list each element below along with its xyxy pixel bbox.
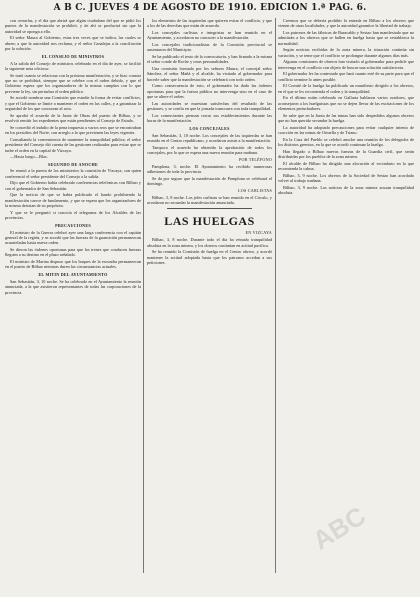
paragraph: Se ha publicado el texto de la convocatoria, y han firmado a la misma el señor conde de Roche y otras personalidades.: [147, 54, 272, 65]
paragraph: con cerrarlas, y el día que abrirá que algún ciudadano del que se pidió los puntos de la manifestación se prohibió, y de ahí se producirá sin que la autoridad se oponga a ello.: [5, 18, 141, 34]
paragraph: Que la noticia de que se había publicado el bando prohibiendo la manifestación carece de fundamento, y que se espera que los organizadores de la misma desistan de su propósito.: [5, 192, 141, 209]
paragraph: El ministro de la Guerra celebró ayer una larga conferencia con el capitán general de la región, y se acordó que las fuerzas de la guarnición permanezcan acuarteladas hasta nueva orden.: [5, 229, 141, 246]
paragraph: Algunas comisiones de obreros han visitado al gobernador para pedirle que intervenga en el conflicto con objeto de buscar una solución satisfactoria.: [278, 59, 414, 70]
paragraph: Se dieron las órdenes oportunas para que los trenes que conducen fuerzas lleguen a su destino en el plazo señalado.: [5, 247, 141, 258]
paragraph: Han llegado a Bilbao nuevas fuerzas de la Guardia civil, que serán distribuidas por los pueblos de la zona minera.: [278, 148, 414, 160]
paragraph: En la Casa del Pueblo se celebró anoche una reunión de los delegados de los distintos gremios, en la que se acordó continuar la huelga.: [278, 136, 414, 148]
paragraph: El señor Maura al Gobierno, estas tres veces que se indica, las cuales se abren; a que la autoridad nos reclama, y el señor Canalejas a la conciliación por la solución.: [5, 35, 141, 52]
paragraph: Se sabe que en la Junta de las minas han sido despedidos algunos obreros que no han querido secundar la huelga.: [278, 112, 414, 124]
section-heading: EL CONSEJO DE MINISTROS: [41, 53, 105, 59]
headline: LAS HUELGAS: [164, 213, 255, 228]
signature: —Hasta luego—Blas.: [10, 154, 48, 160]
paragraph: El alcalde de Bilbao ha dirigido una alocución al vecindario en la que recomienda la calma.: [278, 160, 414, 172]
section-heading: LOS CONCEJALES: [189, 125, 230, 131]
section-heading: EL MITIN DEL AYUNTAMIENTO: [38, 271, 108, 277]
paragraph: Los comerciantes piensan cerrar sus establecimientos durante las horas de la manifestación.: [147, 112, 272, 124]
column-2: [147, 18, 272, 573]
paragraph: El ministro de Marina dispuso que los buques de la escuadra permanezcan en el puerto de Bilbao mientras duren las circunstancias actuales.: [5, 259, 141, 270]
paragraph: los elementos de las izquierdas que quieren evitar el conflicto, y que a los de las derechas que están de acuerdo.: [147, 18, 272, 29]
column-1: [5, 18, 141, 573]
paragraph: Bilbao, 3, 9 noche. Los obreros de la Sociedad de Sestao han acordado volver al trabajo mañana.: [278, 172, 414, 184]
paragraph: Pamplona, 3, noche. El Ayuntamiento ha recibido numerosas adhesiones de toda la provincia.: [147, 163, 272, 175]
paragraph: Y que se le preguntó si conocía el telegrama de los Alcaldes de las provincias.: [5, 209, 141, 221]
paragraph: Se da por seguro que la manifestación de Pamplona se celebrará el domingo.: [147, 175, 272, 187]
paragraph: A la salida del Consejo de ministros celebrado en el día de ayer, se facilitó la siguiente nota oficiosa:: [5, 60, 141, 71]
paragraph: Se acordó nombrar una Comisión que estudie la forma de evitar conflictos, y que el Gobierno se limite a mantener el orden en las calles, y a garantizar la seguridad de los que concurran al acto.: [5, 95, 141, 112]
paragraph: Se aprobó el acuerdo de la Junta de Obras del puerto de Bilbao, y se resolvió remitir los expedientes que están pendientes al Consejo de Estado.: [5, 112, 141, 124]
section-heading: SEGUNDO DE ANOCHE: [48, 161, 98, 167]
watermark: ABC: [307, 500, 371, 556]
paragraph: Bilbao, 3, 8 noche. Los jefes carlistas se han reunido en el Círculo, y acordaron no secundar la manifestación anunciada.: [147, 194, 272, 206]
paragraph: San Sebastián, 3, 10 noche. Se ha celebrado en el Ayuntamiento la reunión anunciada, a la que asistieron representantes de todas las corporaciones de la provincia.: [5, 278, 141, 295]
section-heading: PRECAUCIONES: [55, 222, 91, 228]
paragraph: Dijo que el Gobierno había celebrado conferencias telefónicas con Bilbao y con el gobernador de San Sebastián.: [5, 180, 141, 191]
column-divider: [275, 18, 276, 573]
section-heading: LOS CARLISTAS: [238, 188, 272, 194]
paragraph: En el último mitin celebrado en Gallarta hablaron varios oradores, que aconsejaron a los huelguistas que no se dejen llevar de las excitaciones de los elementos perturbadores.: [278, 95, 414, 112]
paragraph: Se ha reunido la Comisión de huelga en el Centro obrero, y acordó mantener la actitud adoptada hasta que los patronos accedan a sus peticiones.: [147, 249, 272, 265]
paragraph: Se trató cuanto se relaciona con la próxima manifestación, y se hizo constar que no se prohibirá, siempre que se celebre con el orden debido, y que el Gobierno espera que los organizadores de la misma cumplan con lo que previene la ley, sin perturbar el orden público.: [5, 72, 141, 94]
column-3: [278, 18, 414, 573]
paragraph: Los concejales tradicionalistas de la Comisión provincial se ausentaron del Municipio.: [147, 42, 272, 53]
divider: [167, 208, 252, 209]
paragraph: Se concedió el indulto de la pena impuesta a varios reos que se encontraban en los presidios del Norte, con arreglo a lo que previenen las leyes vigentes.: [5, 124, 141, 136]
paragraph: Bilbao, 3, 8 noche. Durante todo el día ha reinado tranquilidad absoluta en la zona minera, y los obreros continúan en actitud pacífica.: [147, 237, 272, 248]
paragraph: San Sebastián, 3, 10 noche. Los concejales de las izquierdas se han reunido en el Centro republicano, y acordaron asistir a la manifestación.: [147, 132, 272, 143]
paragraph: Tampoco el acuerdo ha obtenido la aprobación de todos los concejales, por lo que se espera una nueva reunión para mañana.: [147, 144, 272, 155]
paragraph: Los patronos de las fábricas de Baracaldo y Sestao han manifestado que no admitirán a los obreros que se hallen en huelga hasta que se restablezca la normalidad.: [278, 30, 414, 46]
paragraph: El Comité de la huelga ha publicado un manifiesto dirigido a los obreros, en el que se les recomienda el orden y la tranquilidad.: [278, 83, 414, 94]
paragraph: Las autoridades se muestran satisfechas del resultado de las gestiones, y se confía en que la jornada transcurra con toda tranquilidad.: [147, 100, 272, 112]
paragraph: Como consecuencia de esto, el gobernador ha dado las órdenes oportunas para que la fuerza pública no intervenga sino en el caso de que se altere el orden.: [147, 83, 272, 100]
paragraph: Se reunió a la puerta de los ministerios la comisión de Vizcaya, con quien conferenció el señor presidente del Consejo a la salida.: [5, 168, 141, 179]
paragraph: El gobernador les ha contestado que hará cuanto esté de su parte para que el conflicto termine lo antes posible.: [278, 71, 414, 82]
paragraph: Bilbao, 3, 9 noche. Las noticias de la zona minera acusan tranquilidad absoluta.: [278, 184, 414, 196]
paragraph: La autoridad ha adoptado precauciones para evitar cualquier intento de coacción en las minas de Ortuella y de Triano.: [278, 124, 414, 136]
paragraph: Creemos que se debería prohibir la entrada en Bilbao a los obreros que vienen de otras localidades, y que la autoridad garantice la libertad de trabajo.: [278, 18, 414, 29]
section-heading: POR TELÉFONO: [238, 156, 272, 162]
paragraph: Consultando la conveniencia de mantener la tranquilidad pública, el señor presidente del Consejo dió cuenta de las gestiones realizadas para evitar que se turbe el orden en la capital de Vizcaya.: [5, 136, 141, 153]
masthead: A B C. JUEVES 4 DE AGOSTO DE 1910. EDICION 1.ª PAG. 6.: [53, 3, 367, 13]
section-heading: EN VIZCAYA: [245, 230, 272, 236]
paragraph: Los concejales carlistas e integristas se han reunido en el Ayuntamiento, y acordaron no concurrir a la manifestación.: [147, 30, 272, 41]
column-divider: [143, 18, 144, 573]
paragraph: Según noticias recibidas de la zona minera, la situación continúa sin variación, y se teme que el conflicto se prolongue durante algunos días más.: [278, 47, 414, 58]
paragraph: Una comisión formada por los señores Maura, el concejal señor Sánchez, el señor Mañá y el alcalde, ha visitado al gobernador para hacerle saber que la manifestación se celebrará con todo orden.: [147, 66, 272, 82]
